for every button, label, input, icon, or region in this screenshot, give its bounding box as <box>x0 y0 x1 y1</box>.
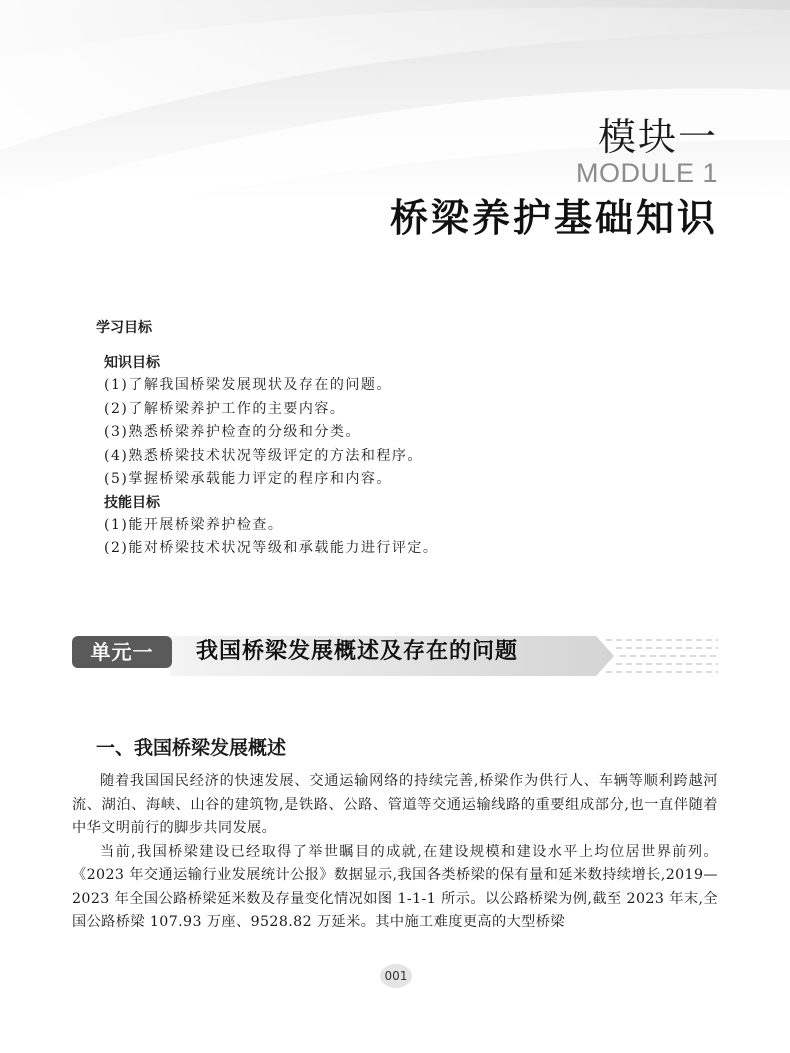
unit-title: 我国桥梁发展概述及存在的问题 <box>196 639 519 664</box>
knowledge-objective-item: (3)熟悉桥梁养护检查的分级和分类。 <box>104 424 361 440</box>
page-number: 001 <box>384 969 408 983</box>
knowledge-objectives-heading: 知识目标 <box>104 355 160 371</box>
body-text <box>72 770 718 935</box>
body-paragraph: 随着我国国民经济的快速发展、交通运输网络的持续完善,桥梁作为供行人、车辆等顺利跨越河流、湖泊、海峡、山谷的建筑物,是铁路、公路、管道等交通运输线路的重要组成部分,也一直伴随着中华文明前行的脚步共同发展。 <box>72 773 718 836</box>
objectives-heading: 学习目标 <box>96 320 152 336</box>
knowledge-objective-item: (1)了解我国桥梁发展现状及存在的问题。 <box>104 377 392 393</box>
learning-objectives <box>96 318 716 561</box>
unit-banner <box>72 632 712 676</box>
knowledge-objective-item: (5)掌握桥梁承载能力评定的程序和内容。 <box>104 471 392 487</box>
module-header <box>390 116 718 244</box>
module-label-english: MODULE 1 <box>575 158 718 188</box>
module-label: 模块一 <box>597 115 718 159</box>
skill-objective-item: (1)能开展桥梁养护检查。 <box>104 516 284 533</box>
section-heading: 一、我国桥梁发展概述 <box>96 737 287 759</box>
skill-objective-item: (2)能对桥梁技术状况等级和承载能力进行评定。 <box>104 540 439 556</box>
unit-badge: 单元一 <box>72 636 172 668</box>
module-title: 桥梁养护基础知识 <box>389 196 718 240</box>
body-paragraph: 当前,我国桥梁建设已经取得了举世瞩目的成就,在建设规模和建设水平上均位居世界前列。《2023 年交通运输行业发展统计公报》数据显示,我国各类桥梁的保有量和延米数持续增长,2019—2023 年全国公路桥梁延米数及存量变化情况如图 1-1-1 所示。以公路桥梁为例,截至 2023 年末,全国公路桥梁 107.93 万座、9528.82 万延米。其中施工难度更高的大型桥梁 <box>72 843 718 930</box>
knowledge-objective-item: (4)熟悉桥梁技术状况等级评定的方法和程序。 <box>104 447 423 464</box>
skill-objectives-heading: 技能目标 <box>104 494 160 511</box>
knowledge-objective-item: (2)了解桥梁养护工作的主要内容。 <box>104 400 346 417</box>
